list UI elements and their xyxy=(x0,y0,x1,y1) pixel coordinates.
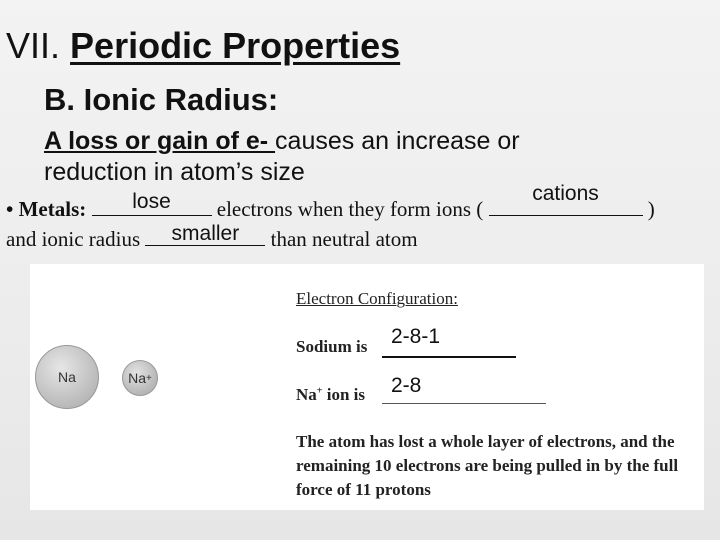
section-heading: B. Ionic Radius: xyxy=(44,82,279,117)
intro-line-2: reduction in atom’s size xyxy=(44,158,305,186)
title-prefix: VII. xyxy=(6,25,71,66)
sodium-config-label: Sodium is xyxy=(296,337,368,356)
metals-end: ) xyxy=(642,197,655,221)
title-text: Periodic Properties xyxy=(70,25,401,66)
atom-label: Na xyxy=(58,369,76,385)
ion-answer: 2-8 xyxy=(391,374,422,397)
blank-smaller-answer: smaller xyxy=(171,222,240,245)
ion-config-label xyxy=(296,385,365,405)
radius-sentence xyxy=(6,222,418,252)
metals-sentence xyxy=(6,182,655,222)
blank-lose xyxy=(92,190,212,216)
explanation-note: The atom has lost a whole layer of electrons, and the remaining 10 electrons are being pulled in by the full force of 11 protons xyxy=(296,432,679,499)
metals-label: • Metals: xyxy=(6,197,92,221)
intro-rest: causes an increase or xyxy=(275,127,520,155)
config-heading: Electron Configuration: xyxy=(296,289,458,308)
sodium-atom xyxy=(35,345,99,409)
sodium-ion xyxy=(122,360,158,396)
ion-config-na: Na xyxy=(296,385,317,404)
blank-cations xyxy=(489,182,643,216)
blank-lose-answer: lose xyxy=(132,190,171,213)
figure-panel xyxy=(30,264,704,510)
ion-config-charge: + xyxy=(316,385,323,397)
blank-smaller xyxy=(145,222,265,246)
radius-end: than neutral atom xyxy=(265,227,418,251)
ion-answer-line xyxy=(382,403,546,404)
sodium-answer: 2-8-1 xyxy=(391,325,441,348)
sodium-answer-line xyxy=(382,356,516,358)
intro-line-1 xyxy=(44,126,520,156)
slide-title xyxy=(6,24,400,68)
ion-label: Na xyxy=(128,370,147,386)
blank-cations-answer: cations xyxy=(532,182,599,205)
intro-underlined: A loss or gain of e- xyxy=(44,127,276,155)
radius-label: and ionic radius xyxy=(6,227,146,251)
ion-charge: + xyxy=(146,372,152,384)
metals-mid: electrons when they form ions ( xyxy=(211,197,489,221)
ion-config-rest: ion is xyxy=(322,385,366,404)
